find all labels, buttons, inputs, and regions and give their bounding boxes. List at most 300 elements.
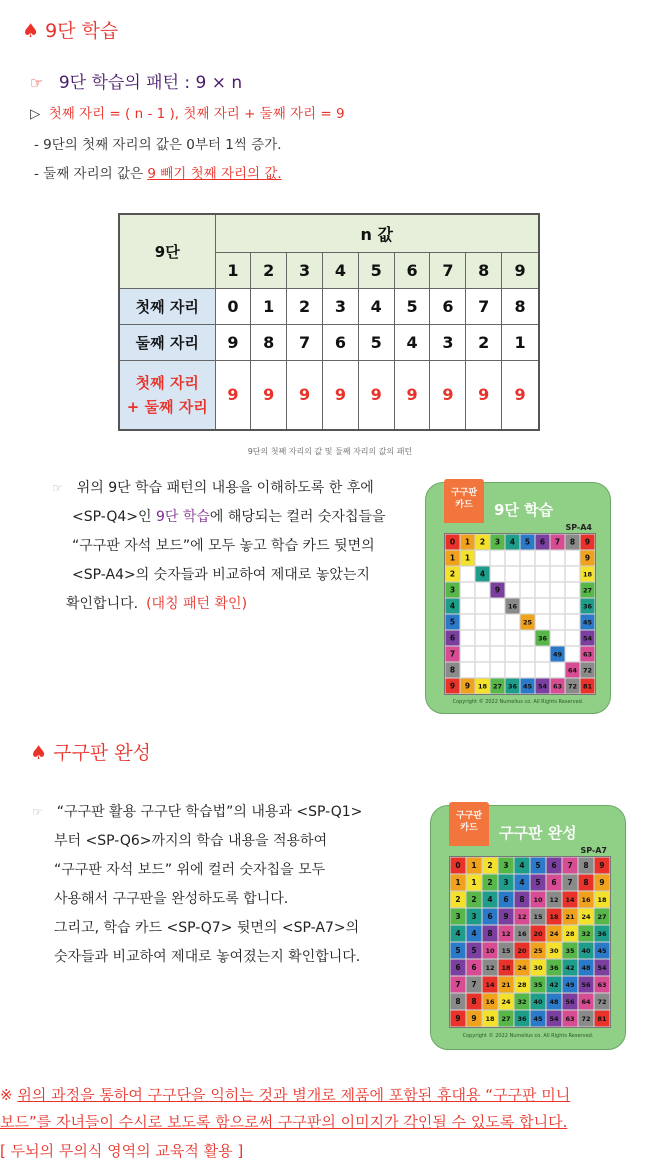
card-title: 9단 학습 — [494, 501, 554, 519]
grid-cell-number: 56 — [565, 998, 575, 1007]
spade-icon: ♠ — [22, 20, 40, 42]
n-value-cell: 9 — [502, 252, 539, 288]
n-value-cell: 4 — [322, 252, 358, 288]
grid-cell-number: 8 — [449, 665, 456, 675]
grid-cell-number: 54 — [549, 1015, 559, 1024]
n-value-cell: 1 — [215, 252, 251, 288]
sum-cell: 9 — [430, 360, 466, 430]
grid-cell-number: 15 — [501, 947, 511, 956]
grid-cell-number: 45 — [582, 618, 593, 627]
grid-cell — [550, 566, 564, 581]
grid-cell-number: 49 — [565, 981, 575, 990]
grid-cell-number: 81 — [582, 682, 593, 691]
grid-cell-number: 24 — [581, 913, 591, 922]
grid-cell-number: 54 — [597, 964, 607, 973]
grid-cell-number: 27 — [597, 913, 607, 922]
grid-cell-number: 72 — [597, 998, 607, 1007]
grid-cell-number: 45 — [533, 1015, 543, 1024]
grid-cell-number: 63 — [582, 650, 593, 659]
footer-line2: 보드”를 자녀들이 수시로 보도록 함으로써 구구판의 이미지가 각인될 수 있도록 합니다. — [0, 1113, 568, 1131]
n-value-cell: 6 — [394, 252, 430, 288]
grid-cell — [460, 646, 474, 661]
grid-cell — [565, 598, 579, 613]
instruction-paragraph-1 — [52, 474, 412, 619]
grid-cell-number: 36 — [582, 602, 593, 611]
grid-cell-number: 7 — [567, 861, 573, 871]
grid-cell-number: 32 — [517, 998, 527, 1007]
digit-cell: 6 — [430, 288, 466, 324]
grid-cell — [520, 630, 534, 645]
triangle-bullet-icon: ▷ — [30, 106, 41, 122]
grid-cell-number: 9 — [464, 681, 471, 691]
para1-line1: 위의 9단 학습 패턴의 내용을 이해하도록 한 후에 — [76, 480, 374, 496]
grid-cell-number: 3 — [471, 912, 477, 922]
grid-cell-number: 40 — [581, 947, 591, 956]
row-label: 둘째 자리 — [119, 324, 215, 360]
grid-cell-number: 16 — [485, 998, 495, 1007]
card-code: SP-A4 — [565, 523, 592, 532]
grid-cell-number: 9 — [599, 861, 605, 871]
grid-cell-number: 27 — [492, 682, 503, 691]
grid-cell-number: 28 — [565, 930, 575, 939]
grid-cell — [505, 662, 519, 677]
grid-cell-number: 5 — [535, 878, 541, 888]
digit-cell: 2 — [287, 288, 323, 324]
para1-line2c: 에 해당되는 컬러 숫자칩들을 — [209, 509, 386, 525]
para2-line6: 숫자들과 비교하여 제대로 놓여졌는지 확인합니다. — [54, 949, 361, 965]
grid-cell-number: 18 — [501, 964, 511, 973]
card-title: 구구판 완성 — [499, 824, 577, 842]
grid-cell-number: 4 — [449, 601, 456, 611]
grid-cell-number: 10 — [533, 896, 543, 905]
grid-cell-number: 3 — [494, 537, 501, 547]
card-copyright: Copyright © 2022 Numelius co. All Rights Reserved. — [462, 1033, 594, 1039]
pointing-hand-icon: ☞ — [52, 481, 63, 495]
grid-cell — [550, 582, 564, 597]
sum-cell: 9 — [358, 360, 394, 430]
digit-cell: 0 — [215, 288, 251, 324]
note-second-digit — [34, 162, 282, 182]
grid-cell-number: 24 — [549, 930, 559, 939]
grid-cell-number: 36 — [507, 682, 518, 691]
grid-cell-number: 5 — [455, 946, 461, 956]
note-first-digit: - 9단의 첫째 자리의 값은 0부터 1씩 증가. — [34, 137, 282, 153]
card-sp-a7 — [430, 805, 626, 1050]
grid-cell-number: 2 — [487, 878, 493, 888]
grid-cell-number: 56 — [581, 981, 591, 990]
rule-line — [30, 102, 345, 122]
digit-cell: 9 — [215, 324, 251, 360]
digit-cell: 5 — [394, 288, 430, 324]
grid-cell-number: 45 — [597, 947, 607, 956]
footer-note — [0, 1082, 660, 1136]
grid-cell — [535, 614, 549, 629]
grid-cell-number: 9 — [455, 1014, 461, 1024]
grid-cell-number: 3 — [455, 912, 461, 922]
grid-cell-number: 4 — [487, 895, 493, 905]
grid-cell — [565, 550, 579, 565]
card-tab — [449, 802, 489, 846]
grid-cell-number: 48 — [549, 998, 559, 1007]
grid-cell-number: 0 — [449, 537, 456, 547]
grid-cell-number: 36 — [517, 1015, 527, 1024]
section1-title: 9단 학습 — [45, 20, 119, 42]
grid-cell-number: 63 — [597, 981, 607, 990]
grid-cell-number: 63 — [565, 1015, 575, 1024]
grid-cell-number: 8 — [583, 878, 589, 888]
grid-cell-number: 35 — [533, 981, 543, 990]
grid-cell-number: 4 — [519, 878, 525, 888]
grid-cell-number: 6 — [551, 861, 557, 871]
grid-cell — [535, 566, 549, 581]
grid-cell-number: 2 — [487, 861, 493, 871]
grid-cell-number: 3 — [503, 878, 509, 888]
grid-cell-number: 7 — [449, 649, 456, 659]
grid-cell-number: 81 — [597, 1015, 607, 1024]
sum-label-line2: + 둘째 자리 — [126, 397, 208, 416]
grid-cell-number: 72 — [582, 666, 593, 675]
grid-cell-number: 30 — [549, 947, 559, 956]
table-caption: 9단의 첫째 자리의 값 및 둘째 자리의 값의 패턴 — [247, 447, 413, 456]
digit-cell: 6 — [322, 324, 358, 360]
grid-cell — [565, 614, 579, 629]
grid-cell-number: 64 — [581, 998, 591, 1007]
grid-cell — [550, 662, 564, 677]
grid-cell-number: 9 — [503, 912, 509, 922]
grid-cell-number: 6 — [471, 963, 477, 973]
row-label: 첫째 자리 — [119, 288, 215, 324]
grid-cell — [490, 662, 504, 677]
grid-cell-number: 6 — [449, 633, 456, 643]
n-header: n 값 — [215, 214, 539, 252]
grid-cell — [550, 550, 564, 565]
n-value-cell: 7 — [430, 252, 466, 288]
sum-cell: 9 — [287, 360, 323, 430]
digit-cell: 5 — [358, 324, 394, 360]
grid-cell-number: 9 — [449, 681, 456, 691]
grid-cell — [520, 566, 534, 581]
grid-cell-number: 7 — [455, 980, 461, 990]
digit-cell: 2 — [466, 324, 502, 360]
section2-title: 구구판 완성 — [53, 742, 151, 764]
grid-cell — [550, 630, 564, 645]
grid-cell-number: 32 — [581, 930, 591, 939]
grid-cell-number: 24 — [517, 964, 527, 973]
grid-cell — [460, 614, 474, 629]
grid-cell-number: 30 — [533, 964, 543, 973]
pattern-line — [30, 68, 242, 93]
para1-line2a: <SP-Q4>인 — [72, 509, 156, 525]
grid-cell-number: 5 — [524, 537, 531, 547]
grid-cell — [535, 598, 549, 613]
sum-cell: 9 — [215, 360, 251, 430]
card1-grid — [444, 533, 596, 695]
nine-pattern-table — [118, 213, 540, 431]
grid-cell — [460, 598, 474, 613]
digit-cell: 8 — [502, 288, 539, 324]
grid-cell-number: 5 — [449, 617, 456, 627]
instruction-paragraph-2 — [32, 798, 412, 972]
grid-cell-number: 6 — [455, 963, 461, 973]
note2-prefix: - 둘째 자리의 값은 — [34, 166, 148, 182]
grid-cell-number: 49 — [552, 650, 563, 659]
grid-cell-number: 4 — [471, 929, 477, 939]
sum-label-line1: 첫째 자리 — [135, 373, 199, 392]
sum-cell: 9 — [502, 360, 539, 430]
grid-cell-number: 15 — [533, 913, 543, 922]
grid-cell-number: 9 — [494, 585, 501, 595]
grid-cell-number: 1 — [464, 553, 471, 563]
digit-cell: 3 — [430, 324, 466, 360]
digit-cell: 4 — [394, 324, 430, 360]
footer-bracket-note: [ 두뇌의 무의식 영역의 교육적 활용 ] — [0, 1142, 244, 1160]
grid-cell — [490, 566, 504, 581]
card-tab — [444, 479, 484, 523]
grid-cell — [475, 646, 489, 661]
note2-underline: 9 빼기 첫째 자리의 값. — [147, 166, 282, 182]
grid-cell — [475, 582, 489, 597]
card-copyright: Copyright © 2022 Numelius co. All Rights Reserved. — [452, 699, 584, 705]
grid-cell — [535, 662, 549, 677]
rule-text: 첫째 자리 = ( n - 1 ), 첫째 자리 + 둘째 자리 = 9 — [48, 106, 345, 122]
grid-cell-number: 36 — [537, 634, 548, 643]
grid-cell — [505, 582, 519, 597]
grid-cell-number: 8 — [487, 929, 493, 939]
grid-cell-number: 8 — [583, 861, 589, 871]
para1-line3: “구구판 자석 보드”에 모두 놓고 학습 카드 뒷면의 — [72, 538, 375, 554]
para2-line3: “구구판 자석 보드” 위에 컬러 숫자칩을 모두 — [54, 862, 326, 878]
grid-cell-number: 63 — [552, 682, 563, 691]
grid-cell-number: 36 — [549, 964, 559, 973]
grid-cell — [490, 630, 504, 645]
section2-heading — [30, 738, 151, 765]
para1-line5: 확인합니다. — [66, 596, 139, 612]
grid-cell-number: 18 — [477, 682, 488, 691]
grid-cell — [520, 662, 534, 677]
grid-cell-number: 24 — [501, 998, 511, 1007]
grid-cell-number: 25 — [533, 947, 543, 956]
digit-cell: 1 — [251, 288, 287, 324]
sum-row-label — [119, 360, 215, 430]
grid-cell-number: 0 — [455, 861, 461, 871]
card-tab-line2: 카드 — [460, 823, 478, 833]
n-value-cell: 2 — [251, 252, 287, 288]
grid-cell-number: 35 — [565, 947, 575, 956]
grid-cell — [505, 630, 519, 645]
grid-cell — [550, 614, 564, 629]
grid-cell-number: 8 — [471, 997, 477, 1007]
grid-cell — [535, 550, 549, 565]
sum-cell: 9 — [466, 360, 502, 430]
card2-grid — [449, 856, 611, 1028]
grid-cell-number: 2 — [479, 537, 486, 547]
para1-paren: (대칭 패턴 확인) — [146, 596, 248, 612]
grid-cell-number: 12 — [485, 964, 495, 973]
grid-cell — [520, 598, 534, 613]
grid-cell-number: 18 — [582, 570, 593, 579]
grid-cell-number: 20 — [533, 930, 543, 939]
grid-cell-number: 54 — [582, 634, 593, 643]
grid-cell-number: 1 — [471, 861, 477, 871]
grid-cell — [490, 646, 504, 661]
grid-cell — [505, 550, 519, 565]
grid-cell-number: 5 — [535, 861, 541, 871]
sum-cell: 9 — [322, 360, 358, 430]
grid-cell-number: 12 — [517, 913, 527, 922]
grid-cell-number: 8 — [455, 997, 461, 1007]
grid-cell — [520, 550, 534, 565]
grid-cell-number: 42 — [565, 964, 575, 973]
digit-cell: 4 — [358, 288, 394, 324]
digit-cell: 8 — [251, 324, 287, 360]
pattern-text: 9단 학습의 패턴 : 9 × n — [58, 73, 243, 93]
sum-cell: 9 — [394, 360, 430, 430]
para2-line5: 그리고, 학습 카드 <SP-Q7> 뒷면의 <SP-A7>의 — [54, 920, 360, 936]
card-code: SP-A7 — [580, 846, 607, 855]
grid-cell-number: 21 — [501, 981, 511, 990]
card-tab-line1: 구구판 — [450, 488, 478, 498]
grid-cell — [505, 614, 519, 629]
spade-icon: ♠ — [30, 742, 48, 764]
grid-cell-number: 4 — [519, 861, 525, 871]
grid-cell — [565, 646, 579, 661]
grid-cell-number: 14 — [485, 981, 495, 990]
grid-cell-number: 72 — [581, 1015, 591, 1024]
grid-cell-number: 9 — [471, 1014, 477, 1024]
grid-cell-number: 9 — [584, 537, 591, 547]
grid-cell-number: 16 — [517, 930, 527, 939]
grid-cell-number: 9 — [599, 878, 605, 888]
grid-cell-number: 7 — [554, 537, 561, 547]
grid-cell-number: 48 — [581, 964, 591, 973]
grid-cell — [505, 566, 519, 581]
grid-cell-number: 9 — [584, 553, 591, 563]
grid-cell — [565, 630, 579, 645]
grid-cell — [475, 630, 489, 645]
grid-cell — [520, 582, 534, 597]
grid-cell-number: 7 — [471, 980, 477, 990]
grid-cell-number: 72 — [567, 682, 578, 691]
grid-cell-number: 1 — [449, 553, 456, 563]
grid-cell-number: 45 — [522, 682, 533, 691]
grid-cell — [565, 566, 579, 581]
grid-cell — [505, 646, 519, 661]
para2-line2: 부터 <SP-Q6>까지의 학습 내용을 적용하여 — [54, 833, 328, 849]
grid-cell-number: 14 — [565, 896, 575, 905]
pointing-hand-icon: ☞ — [32, 805, 43, 819]
footer-line1: 위의 과정을 통하여 구구단을 익히는 것과 별개로 제품에 포함된 휴대용 “구구판 미니 — [17, 1086, 571, 1104]
digit-cell: 1 — [502, 324, 539, 360]
grid-cell-number: 4 — [479, 569, 486, 579]
grid-cell-number: 64 — [567, 666, 578, 675]
grid-cell-number: 42 — [549, 981, 559, 990]
grid-cell — [490, 614, 504, 629]
grid-cell-number: 20 — [517, 947, 527, 956]
grid-cell-number: 5 — [471, 946, 477, 956]
grid-cell-number: 10 — [485, 947, 495, 956]
grid-cell-number: 1 — [471, 878, 477, 888]
grid-cell-number: 1 — [464, 537, 471, 547]
grid-cell — [565, 582, 579, 597]
sum-cell: 9 — [251, 360, 287, 430]
grid-cell-number: 6 — [551, 878, 557, 888]
grid-cell-number: 4 — [509, 537, 516, 547]
grid-cell-number: 4 — [455, 929, 461, 939]
grid-cell — [490, 598, 504, 613]
grid-cell-number: 12 — [501, 930, 511, 939]
grid-cell — [535, 582, 549, 597]
grid-cell — [535, 646, 549, 661]
grid-cell-number: 27 — [582, 586, 593, 595]
grid-cell-number: 36 — [597, 930, 607, 939]
n-value-cell: 3 — [287, 252, 323, 288]
grid-cell — [475, 662, 489, 677]
para2-line4: 사용해서 구구판을 완성하도록 합니다. — [54, 891, 289, 907]
grid-cell-number: 6 — [487, 912, 493, 922]
grid-cell — [475, 598, 489, 613]
grid-cell-number: 16 — [507, 602, 518, 611]
digit-cell: 3 — [322, 288, 358, 324]
grid-cell-number: 6 — [503, 895, 509, 905]
grid-cell-number: 18 — [549, 913, 559, 922]
section1-heading — [22, 16, 118, 43]
grid-cell-number: 27 — [501, 1015, 511, 1024]
grid-cell — [475, 550, 489, 565]
grid-cell-number: 2 — [455, 895, 461, 905]
card-sp-a4 — [425, 482, 611, 714]
grid-cell-number: 8 — [569, 537, 576, 547]
grid-cell-number: 12 — [549, 896, 559, 905]
grid-cell — [520, 646, 534, 661]
n-value-cell: 5 — [358, 252, 394, 288]
grid-cell — [460, 630, 474, 645]
grid-cell-number: 28 — [517, 981, 527, 990]
grid-cell — [475, 614, 489, 629]
grid-cell-number: 16 — [581, 896, 591, 905]
para2-line1: “구구판 활용 구구단 학습법”의 내용과 <SP-Q1> — [56, 804, 363, 820]
grid-cell-number: 18 — [597, 896, 607, 905]
grid-cell — [490, 550, 504, 565]
grid-cell-number: 25 — [522, 618, 533, 627]
table-corner: 9단 — [119, 214, 215, 288]
card-tab-line2: 카드 — [455, 500, 473, 510]
grid-cell-number: 18 — [485, 1015, 495, 1024]
grid-cell — [460, 582, 474, 597]
grid-cell-number: 2 — [449, 569, 456, 579]
n-value-cell: 8 — [466, 252, 502, 288]
digit-cell: 7 — [466, 288, 502, 324]
pointing-hand-icon: ☞ — [30, 74, 44, 92]
grid-cell-number: 6 — [539, 537, 546, 547]
grid-cell-number: 3 — [449, 585, 456, 595]
grid-cell-number: 21 — [565, 913, 575, 922]
grid-cell-number: 2 — [471, 895, 477, 905]
grid-cell-number: 40 — [533, 998, 543, 1007]
grid-cell-number: 7 — [567, 878, 573, 888]
grid-cell-number: 54 — [537, 682, 548, 691]
grid-cell-number: 8 — [519, 895, 525, 905]
grid-cell — [460, 662, 474, 677]
para1-line2b: 9단 학습 — [155, 509, 210, 525]
card-tab-line1: 구구판 — [455, 811, 483, 821]
grid-cell-number: 1 — [455, 878, 461, 888]
grid-cell-number: 3 — [503, 861, 509, 871]
digit-cell: 7 — [287, 324, 323, 360]
grid-cell — [550, 598, 564, 613]
grid-cell — [460, 566, 474, 581]
reference-mark: ※ — [0, 1086, 13, 1104]
para1-line4: <SP-A4>의 숫자들과 비교하여 제대로 놓았는지 — [72, 567, 370, 583]
